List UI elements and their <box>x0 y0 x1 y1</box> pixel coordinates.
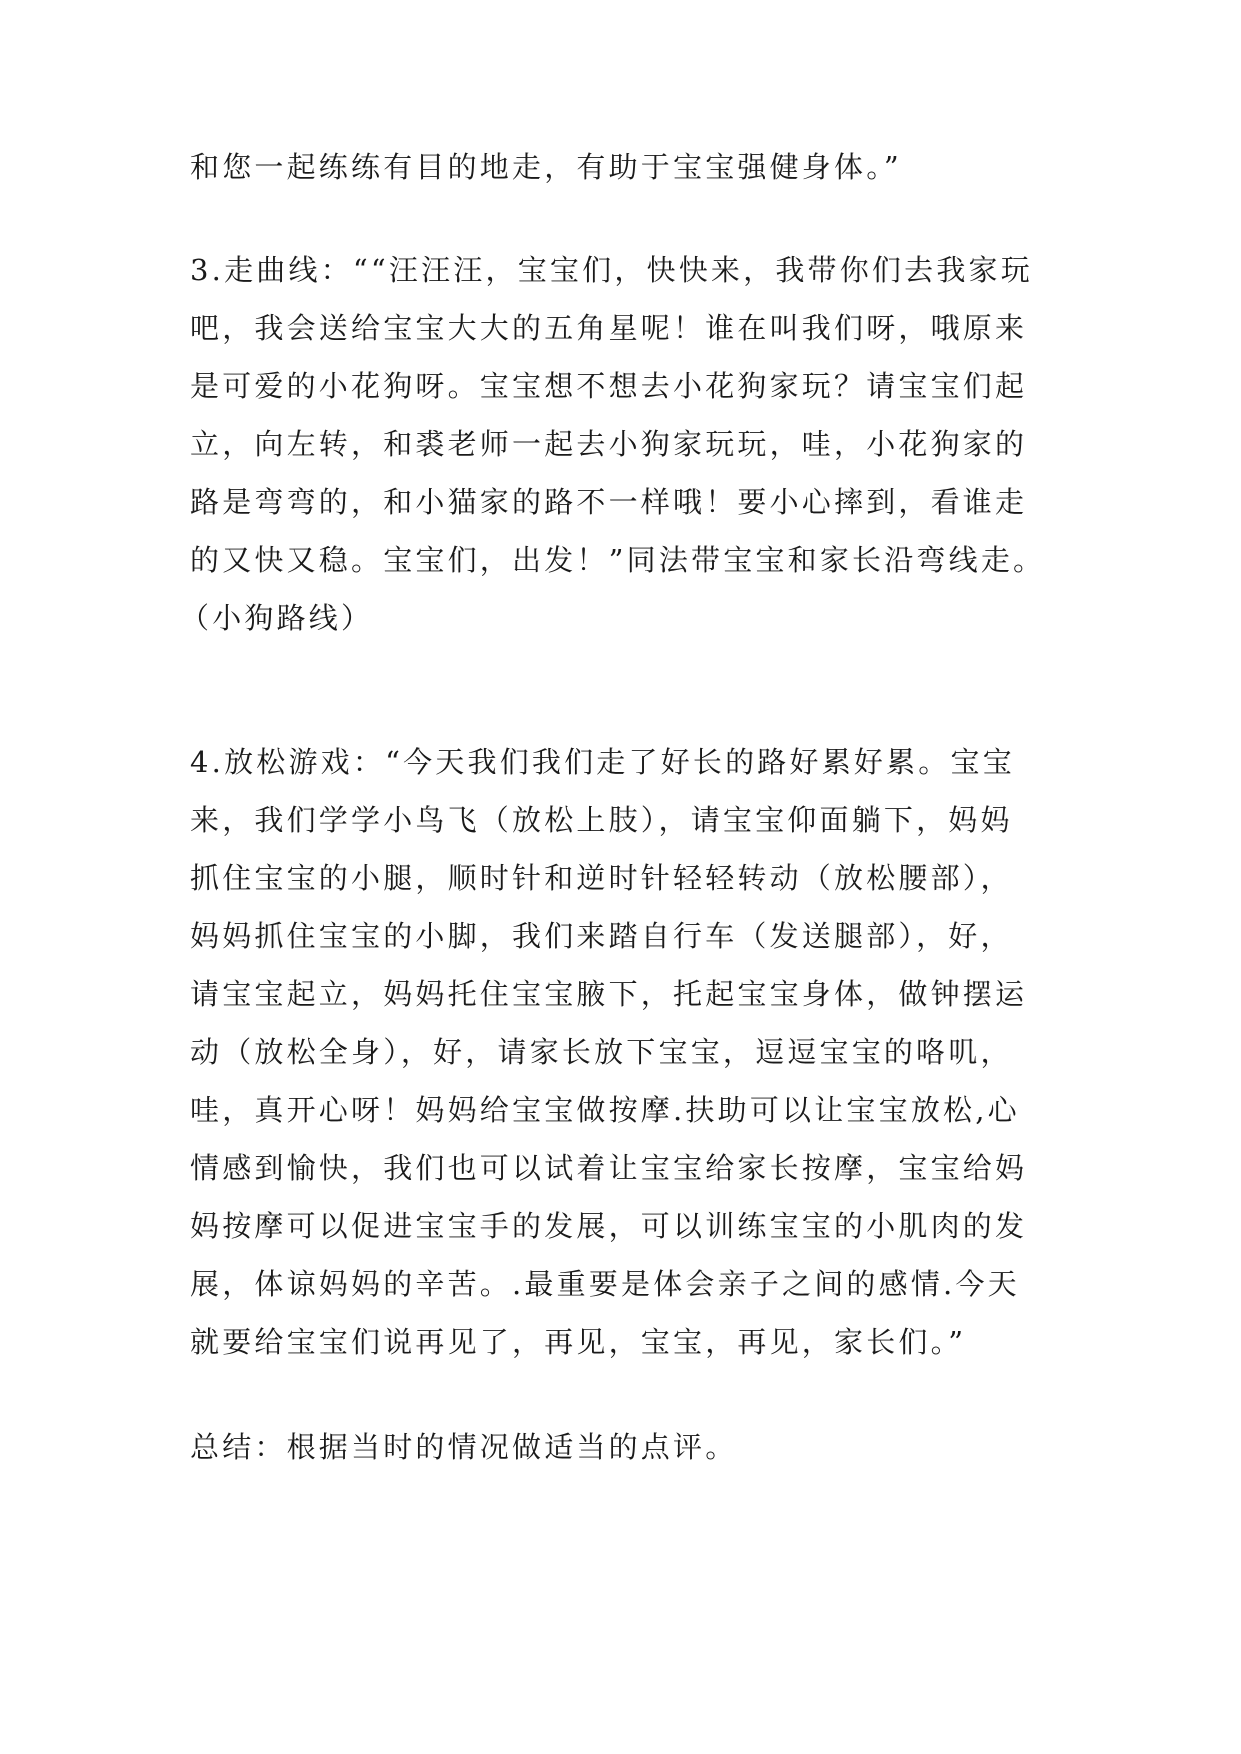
text-line: 妈按摩可以促进宝宝手的发展，可以训练宝宝的小肌肉的发 <box>190 1209 1028 1243</box>
text-line: 哇，真开心呀！妈妈给宝宝做按摩.扶助可以让宝宝放松,心 <box>190 1093 1020 1127</box>
text-line: 3.走曲线：““汪汪汪，宝宝们，快快来，我带你们去我家玩 <box>190 253 1033 287</box>
text-line: 抓住宝宝的小腿，顺时针和逆时针轻轻转动（放松腰部）， <box>190 861 1013 895</box>
text-line: 情感到愉快，我们也可以试着让宝宝给家长按摩，宝宝给妈 <box>190 1151 1028 1185</box>
text-line: 和您一起练练有目的地走，有助于宝宝强健身体。” <box>190 150 902 184</box>
text-line: 展，体谅妈妈的辛苦。.最重要是体会亲子之间的感情.今天 <box>190 1267 1020 1301</box>
text-line: （小狗路线） <box>180 601 374 635</box>
text-line: 是可爱的小花狗呀。宝宝想不想去小花狗家玩？请宝宝们起 <box>190 369 1028 403</box>
text-line: 妈妈抓住宝宝的小脚，我们来踏自行车（发送腿部），好， <box>190 919 1013 953</box>
text-line: 来，我们学学小鸟飞（放松上肢），请宝宝仰面躺下，妈妈 <box>190 803 1013 837</box>
text-line: 吧，我会送给宝宝大大的五角星呢！谁在叫我们呀，哦原来 <box>190 311 1028 345</box>
text-line: 就要给宝宝们说再见了，再见，宝宝，再见，家长们。” <box>190 1325 967 1359</box>
text-line: 请宝宝起立，妈妈托住宝宝腋下，托起宝宝身体，做钟摆运 <box>190 977 1028 1011</box>
text-line: 动（放松全身），好，请家长放下宝宝，逗逗宝宝的咯叽， <box>190 1035 1013 1069</box>
text-line: 4.放松游戏：“今天我们我们走了好长的路好累好累。宝宝 <box>190 745 1015 779</box>
text-line: 立，向左转，和裘老师一起去小狗家玩玩，哇，小花狗家的 <box>190 427 1028 461</box>
text-line: 的又快又稳。宝宝们，出发！”同法带宝宝和家长沿弯线走。 <box>190 543 1046 577</box>
text-line: 总结：根据当时的情况做适当的点评。 <box>190 1430 738 1464</box>
text-line: 路是弯弯的，和小猫家的路不一样哦！要小心摔到，看谁走 <box>190 485 1028 519</box>
